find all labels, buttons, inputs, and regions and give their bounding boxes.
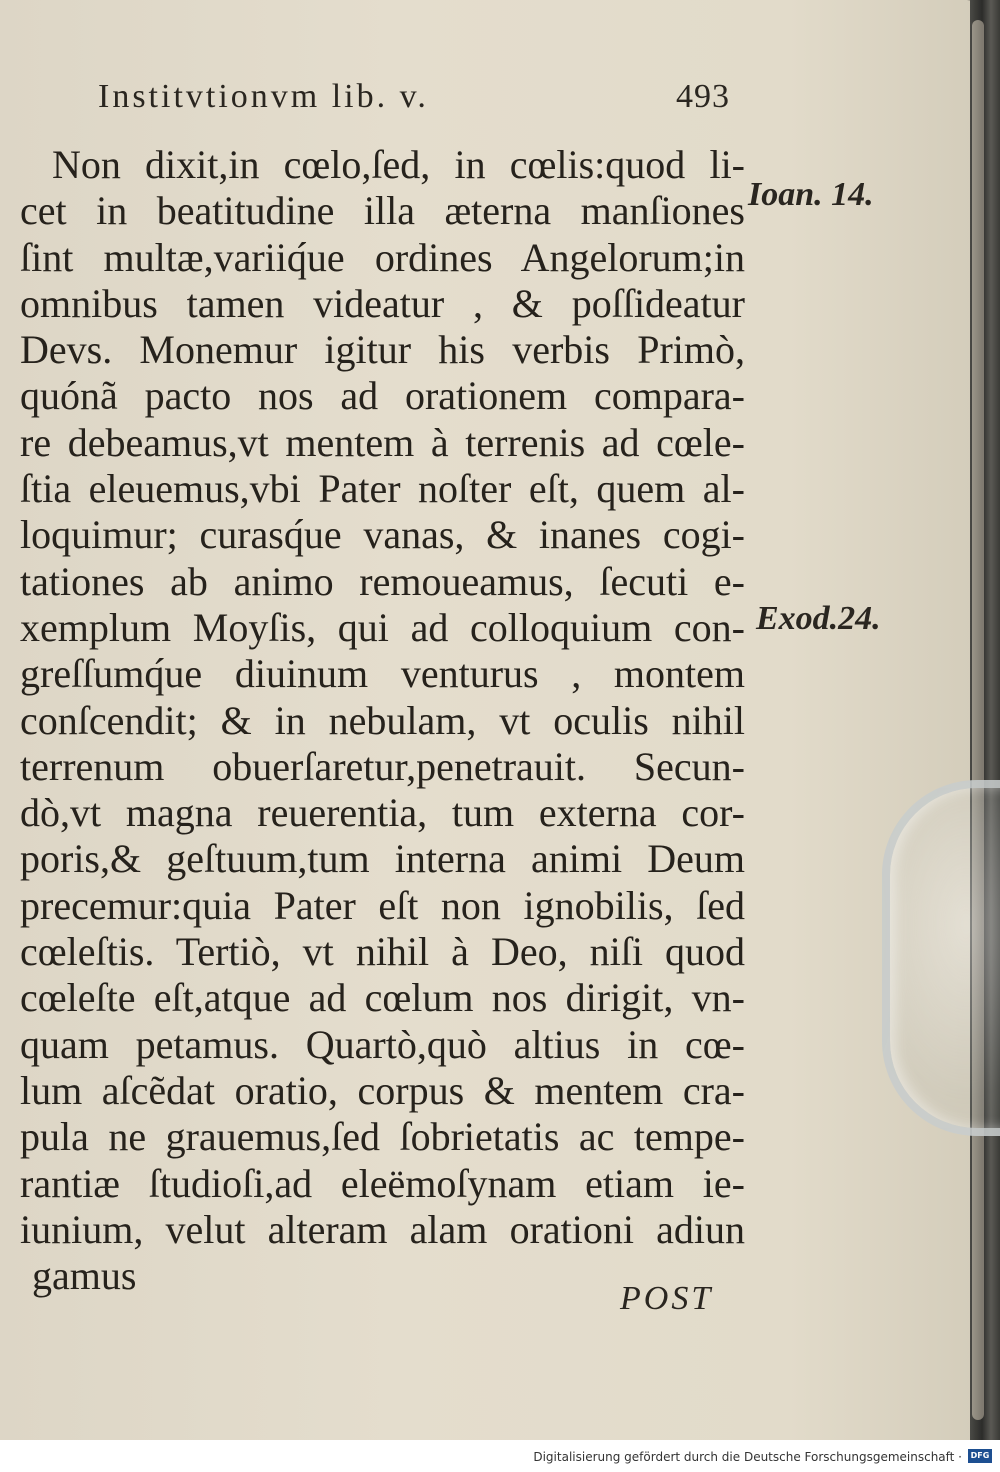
text-line: lum aſcẽdat oratio, corpus & mentem cra- [20,1067,745,1113]
catchword: POST [620,1280,714,1317]
dfg-logo: DFG [968,1449,992,1463]
text-line: Devs. Monemur igitur his verbis Primò, [20,327,745,373]
page-holder-clip [882,780,1000,1136]
digitization-footer [0,1440,1000,1472]
page-number: 493 [676,78,730,115]
text-line: ſint multæ,variiq́ue ordines Angelorum;in [20,234,745,280]
text-line: pula ne grauemus,ſed ſobrietatis ac tempe- [20,1114,745,1160]
text-line: cœleſte eſt,atque ad cœlum nos dirigit, vn- [20,975,745,1021]
text-line: dò,vt magna reuerentia, tum externa cor- [20,790,745,836]
book-page-edge [970,0,1000,1440]
body-text [20,142,745,1299]
margin-note-ioan: Ioan. 14. [748,176,874,213]
text-line: omnibus tamen videatur , & poſſideatur [20,280,745,326]
text-line: xemplum Moyſis, qui ad colloquium con- [20,604,745,650]
page-edge-highlight [972,20,984,1420]
text-line: precemur:quia Pater eſt non ignobilis, ſed [20,882,745,928]
text-line: loquimur; curasq́ue vanas, & inanes cogi- [20,512,745,558]
text-line: re debeamus,vt mentem à terrenis ad cœle- [20,419,745,465]
text-line: tationes ab animo remoueamus, ſecuti e- [20,558,745,604]
running-head-title: Institvtionvm lib. v. [98,78,429,115]
text-line: greſſumq́ue diuinum venturus , montem [20,651,745,697]
text-line: quónã pacto nos ad orationem compara- [20,373,745,419]
text-line: cœleſtis. Tertiò, vt nihil à Deo, niſi quod [20,929,745,975]
text-line: Non dixit,in cœlo,ſed, in cœlis:quod li- [52,142,745,187]
text-line: poris,& geſtuum,tum interna animi Deum [20,836,745,882]
text-line: cet in beatitudine illa æterna manſiones [20,188,745,234]
text-line: rantiæ ſtudioſi,ad eleëmoſynam etiam ie- [20,1160,745,1206]
text-line: ſtia eleuemus,vbi Pater noſter eſt, quem al- [20,466,745,512]
text-line: terrenum obuerſaretur,penetrauit. Secun- [20,743,745,789]
text-line: gamus [32,1253,137,1299]
text-line: iunium, velut alteram alam orationi adiun [20,1206,745,1252]
margin-note-exod: Exod.24. [756,600,881,637]
text-line: conſcendit; & in nebulam, vt oculis nihil [20,697,745,743]
text-line: quam petamus. Quartò,quò altius in cœ- [20,1021,745,1067]
footer-credit: Digitalisierung gefördert durch die Deutsche Forschungsgemeinschaft · [533,1450,962,1464]
